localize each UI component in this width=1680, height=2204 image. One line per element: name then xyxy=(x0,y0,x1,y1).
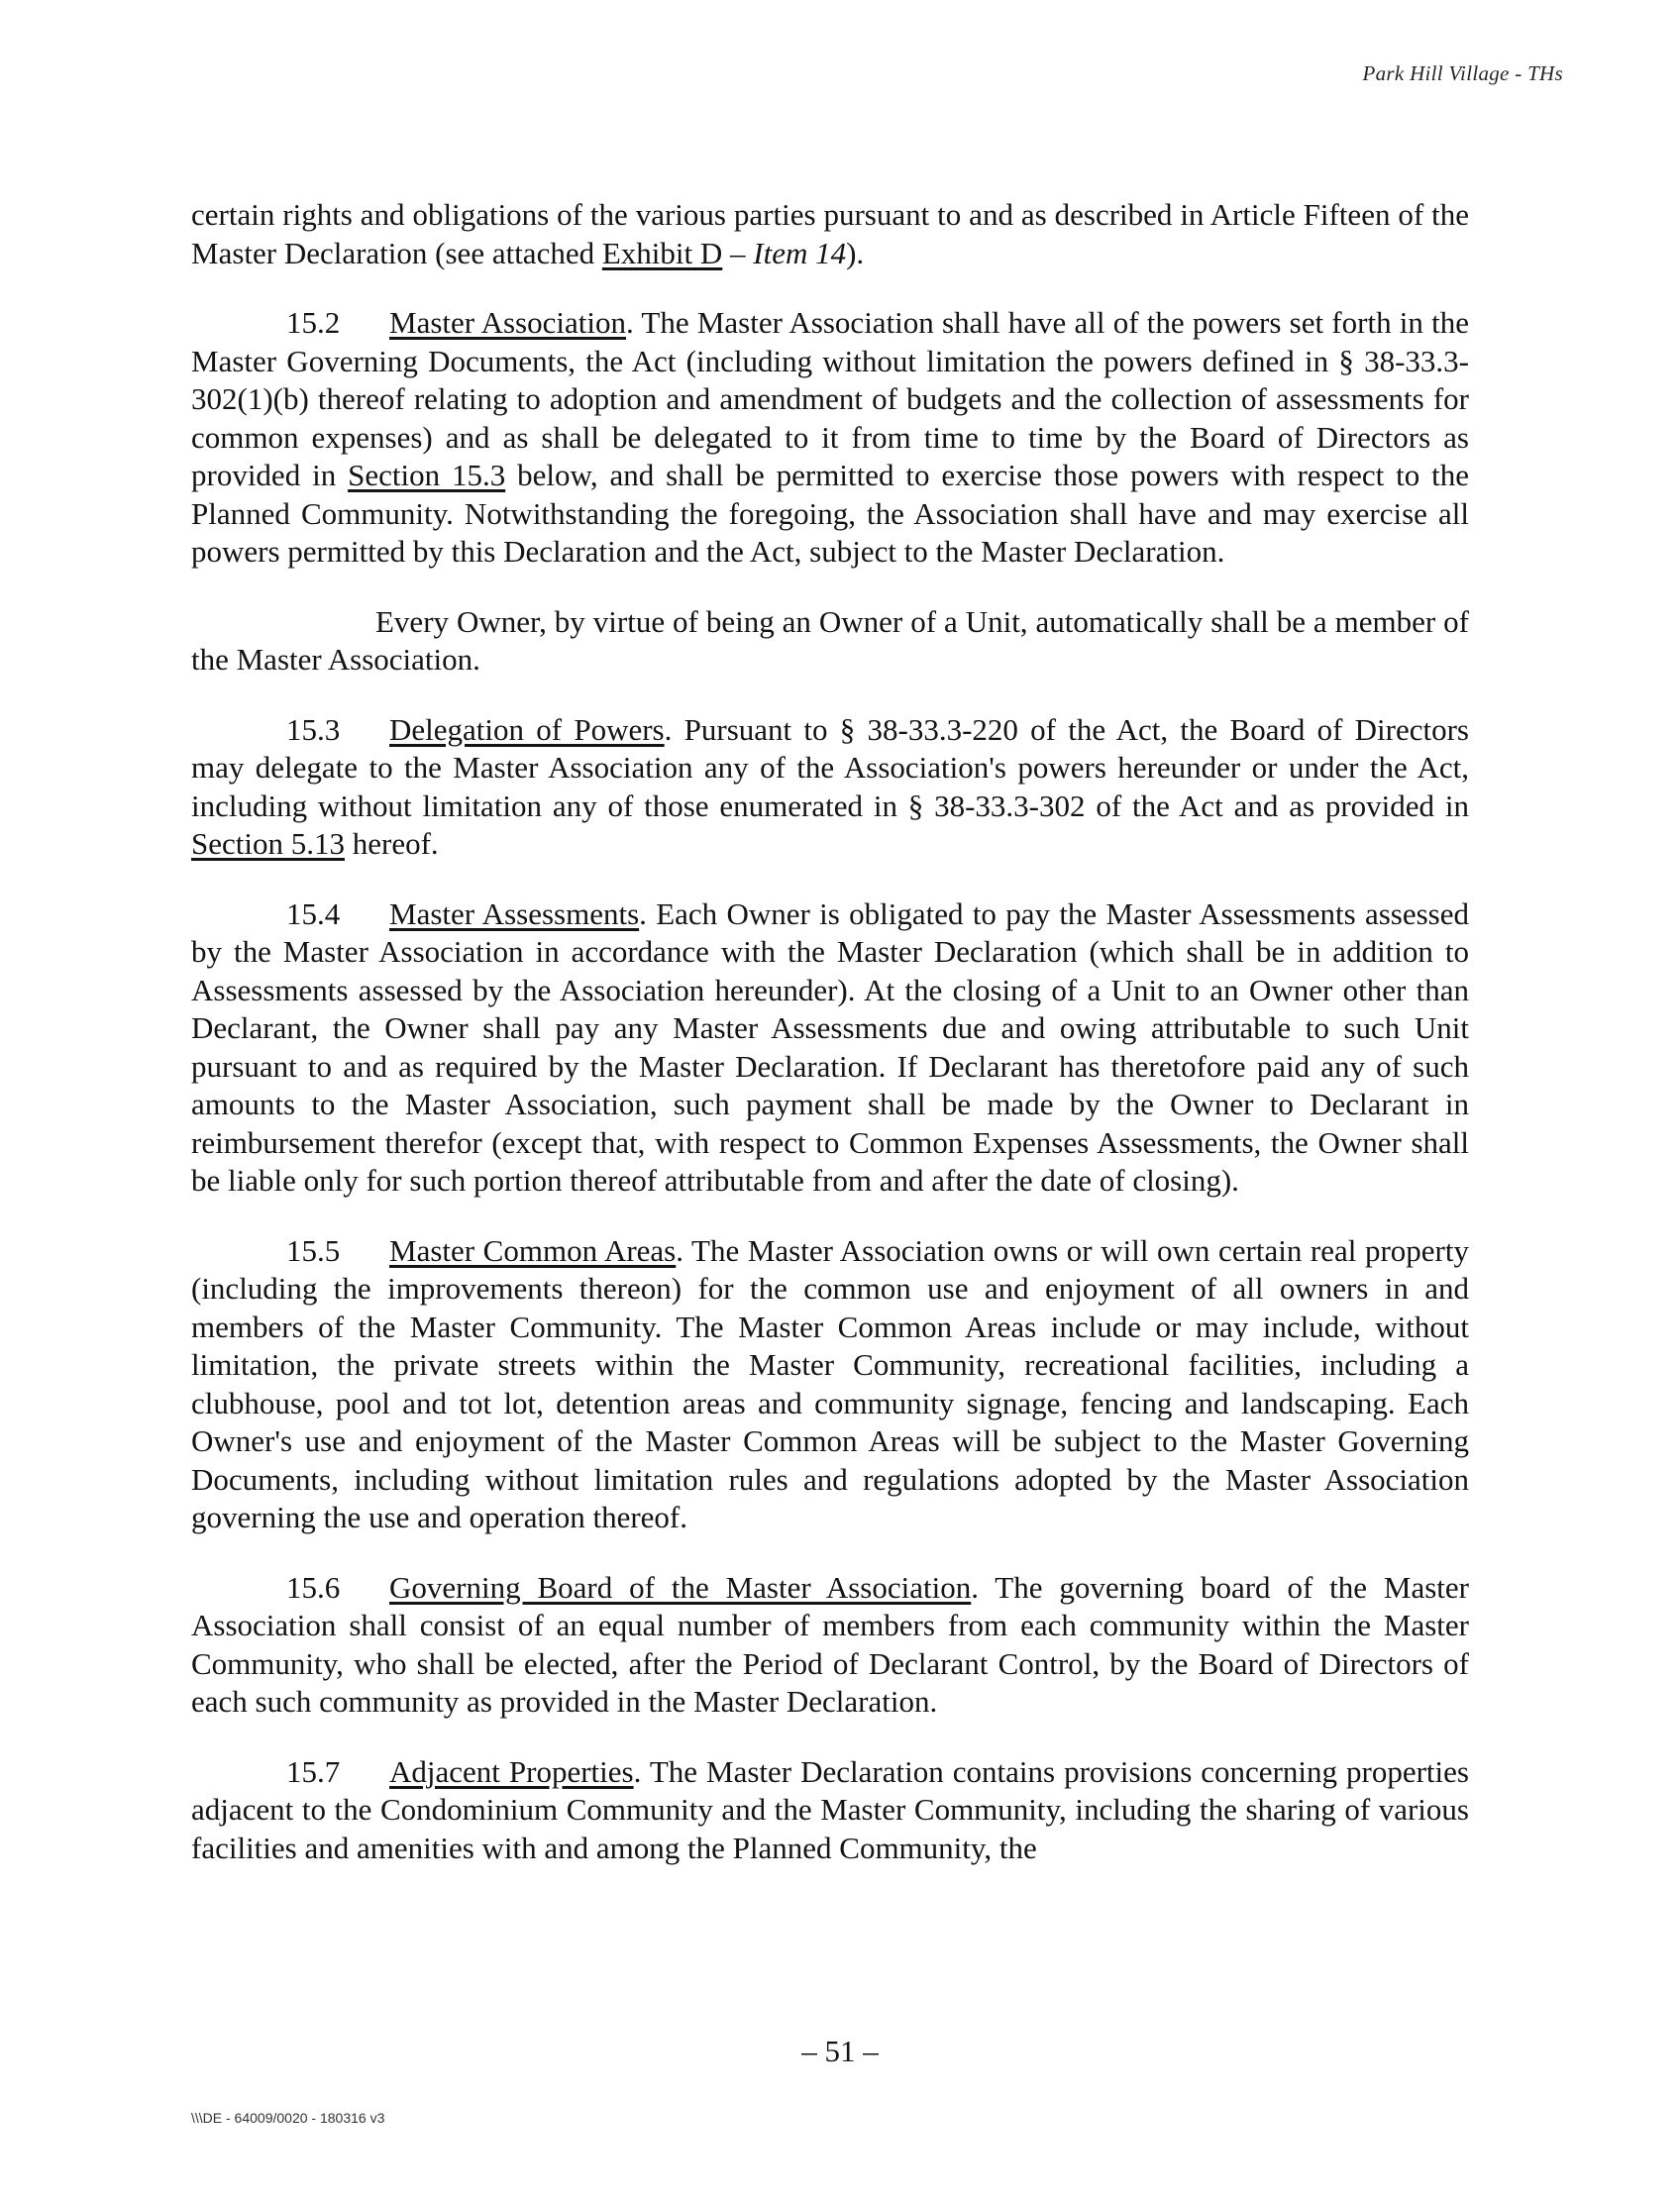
intro-paragraph: certain rights and obligations of the various parties pursuant to and as described in Article Fifteen of the Master Declaration (see attached Exhibit D – Item 14). xyxy=(191,197,1469,270)
section-15-2-paragraph-2: Every Owner, by virtue of being an Owner of a Unit, automatically shall be a member of the Master Association. xyxy=(191,603,1469,677)
section-15-7: 15.7 Adjacent Properties. The Master Declaration contains provisions concerning properties adjacent to the Condominium Community and the Master Community, including the sharing of various facilities and amenities with and among the Planned Community, the xyxy=(191,1753,1469,1865)
section-heading: Delegation of Powers xyxy=(389,711,665,747)
section-reference: Section 15.3 xyxy=(348,458,506,492)
section-number: 15.5 xyxy=(286,1232,341,1268)
section-15-5: 15.5 Master Common Areas. The Master Association owns or will own certain real property (including the improvements thereon) for the common use and enjoyment of all owners in and members of the Master Community. The Master Common Areas include or may include, without limitation, the private streets within the Master Community, recreational facilities, including a clubhouse, pool and tot lot, detention areas and community signage, fencing and landscaping. Each Owner's use and enjoyment of the Master Common Areas will be subject to the Master Governing Documents, including without limitation rules and regulations adopted by the Master Association governing the use and operation thereof. xyxy=(191,1232,1469,1534)
section-heading: Master Association xyxy=(389,305,626,340)
section-15-3: 15.3 Delegation of Powers. Pursuant to § 38-33.3-220 of the Act, the Board of Directors may delegate to the Master Association any of the Association's powers hereunder or under the Act, including without limitation any of those enumerated in § 38-33.3-302 of the Act and as provided in Section 5.13 hereof. xyxy=(191,711,1469,861)
page-number: – 51 – xyxy=(801,2034,879,2068)
body-text xyxy=(191,196,1469,1899)
section-15-6: 15.6 Governing Board of the Master Association. The governing board of the Master Association shall consist of an equal number of members from each community within the Master Community, who shall be elected, after the Period of Declarant Control, by the Board of Directors of each such community as provided in the Master Declaration. xyxy=(191,1569,1470,1719)
section-number: 15.6 xyxy=(286,1569,341,1605)
section-number: 15.7 xyxy=(286,1753,341,1789)
section-15-2: 15.2 Master Association. The Master Association shall have all of the powers set forth in the Master Governing Documents, the Act (including without limitation the powers defined in § 38-33.3-302(1)(b) thereof relating to adoption and amendment of budgets and the collection of assessments for common expenses) and as shall be delegated to it from time to time by the Board of Directors as provided in Section 15.3 below, and shall be permitted to exercise those powers with respect to the Planned Community. Notwithstanding the foregoing, the Association shall have and may exercise all powers permitted by this Declaration and the Act, subject to the Master Declaration. xyxy=(191,305,1470,569)
section-heading: Master Assessments xyxy=(389,895,640,931)
section-heading: Adjacent Properties xyxy=(389,1753,634,1789)
section-heading: Master Common Areas xyxy=(389,1232,677,1268)
running-header: Park Hill Village - THs xyxy=(1362,61,1563,85)
section-heading: Governing Board of the Master Association xyxy=(389,1569,972,1605)
section-number: 15.2 xyxy=(286,305,341,340)
section-15-4: 15.4 Master Assessments. Each Owner is obligated to pay the Master Assessments assessed by the Master Association in accordance with the Master Declaration (which shall be in addition to Assessments assessed by the Association hereunder). At the closing of a Unit to an Owner other than Declarant, the Owner shall pay any Master Assessments due and owing attributable to such Unit pursuant to and as required by the Master Declaration. If Declarant has theretofore paid any of such amounts to the Master Association, such payment shall be made by the Owner to Declarant in reimbursement therefor (except that, with respect to Common Expenses Assessments, the Owner shall be liable only for such portion thereof attributable from and after the date of closing). xyxy=(191,895,1469,1198)
section-number: 15.4 xyxy=(286,895,341,931)
document-id: \\\DE - 64009/0020 - 180316 v3 xyxy=(191,2110,385,2126)
exhibit-reference: Exhibit D xyxy=(601,235,723,270)
section-reference: Section 5.13 xyxy=(191,826,345,861)
item-reference: Item 14 xyxy=(753,235,847,270)
section-number: 15.3 xyxy=(286,711,341,747)
